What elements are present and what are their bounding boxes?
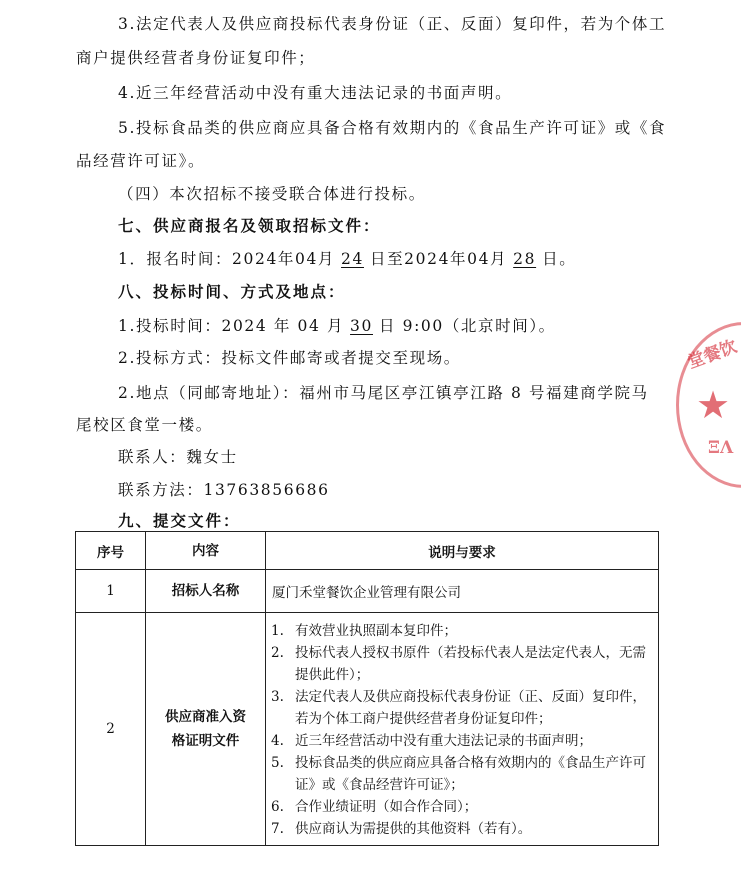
table-header-row bbox=[76, 532, 659, 570]
list-item: 5. 投标食品类的供应商应具备合格有效期内的《食品生产许可证》或《食品经营许可证》； bbox=[271, 755, 646, 793]
list-item: 1. 有效营业执照副本复印件； bbox=[271, 623, 457, 639]
row-item: 招标人名称 bbox=[146, 570, 266, 613]
para-line: （四）本次招标不接受联合体进行投标。 bbox=[118, 185, 426, 203]
bid-address: 2.地点（同邮寄地址）：福州市马尾区亭江镇亭江路 8 号福建商学院马 bbox=[118, 384, 649, 402]
row-desc bbox=[266, 613, 659, 846]
para-line: 3.法定代表人及供应商投标代表身份证（正、反面）复印件，若为个体工 bbox=[118, 15, 667, 33]
section-heading: 七、供应商报名及领取招标文件： bbox=[118, 216, 381, 235]
list-item: 3. 法定代表人及供应商投标代表身份证（正、反面）复印件，若为个体工商户提供经营者身份证复印件； bbox=[271, 689, 646, 727]
requirements-table bbox=[75, 531, 659, 846]
reg-start-day: 24 bbox=[341, 250, 364, 268]
list-item: 4. 近三年经营活动中没有重大违法记录的书面声明； bbox=[271, 733, 592, 749]
section-heading: 八、投标时间、方式及地点： bbox=[118, 282, 346, 301]
para-line: 商户提供经营者身份证复印件； bbox=[76, 49, 316, 67]
col-header-content: 内容 bbox=[146, 532, 266, 570]
para-line: 品经营许可证》。 bbox=[76, 152, 206, 170]
para-line: 5.投标食品类的供应商应具备合格有效期内的《食品生产许可证》或《食 bbox=[118, 119, 667, 137]
bid-time: 1.投标时间：2024 年 04 月 30 日 9:00（北京时间）。 bbox=[118, 317, 556, 335]
para-line: 4.近三年经营活动中没有重大违法记录的书面声明。 bbox=[118, 84, 513, 102]
registration-time: 1．报名时间：2024年04月 24 日至2024年04月 28 日。 bbox=[118, 250, 577, 268]
list-item: 2. 投标代表人授权书原件（若投标代表人是法定代表人，无需提供此件）； bbox=[271, 645, 646, 683]
contact-person: 联系人：魏女士 bbox=[118, 448, 238, 466]
list-item: 6. 合作业绩证明（如合作合同）； bbox=[271, 799, 478, 815]
contact-phone: 联系方法：13763856686 bbox=[118, 481, 330, 499]
reg-end-day: 28 bbox=[513, 250, 537, 268]
row-no: 1 bbox=[76, 570, 146, 613]
requirements-list bbox=[267, 614, 657, 844]
bid-method: 2.投标方式：投标文件邮寄或者提交至现场。 bbox=[118, 349, 461, 367]
seal-star-icon: ★ bbox=[696, 383, 731, 427]
bid-address-cont: 尾校区食堂一楼。 bbox=[76, 416, 213, 434]
col-header-desc: 说明与要求 bbox=[266, 532, 659, 570]
list-item: 7. 供应商认为需提供的其他资料（若有）。 bbox=[271, 821, 532, 837]
table-row bbox=[76, 570, 659, 613]
seal-bottom-text: ΞΛ bbox=[708, 438, 734, 458]
table-row bbox=[76, 613, 659, 846]
row-no: 2 bbox=[76, 613, 146, 846]
row-desc: 厦门禾堂餐饮企业管理有限公司 bbox=[266, 570, 659, 613]
col-header-no: 序号 bbox=[76, 532, 146, 570]
section-heading: 九、提交文件： bbox=[118, 511, 241, 530]
bid-day: 30 bbox=[350, 317, 373, 335]
row-item: 供应商准入资 格证明文件 bbox=[146, 613, 266, 846]
seal-top-text: 堂餐饮 bbox=[684, 336, 740, 373]
